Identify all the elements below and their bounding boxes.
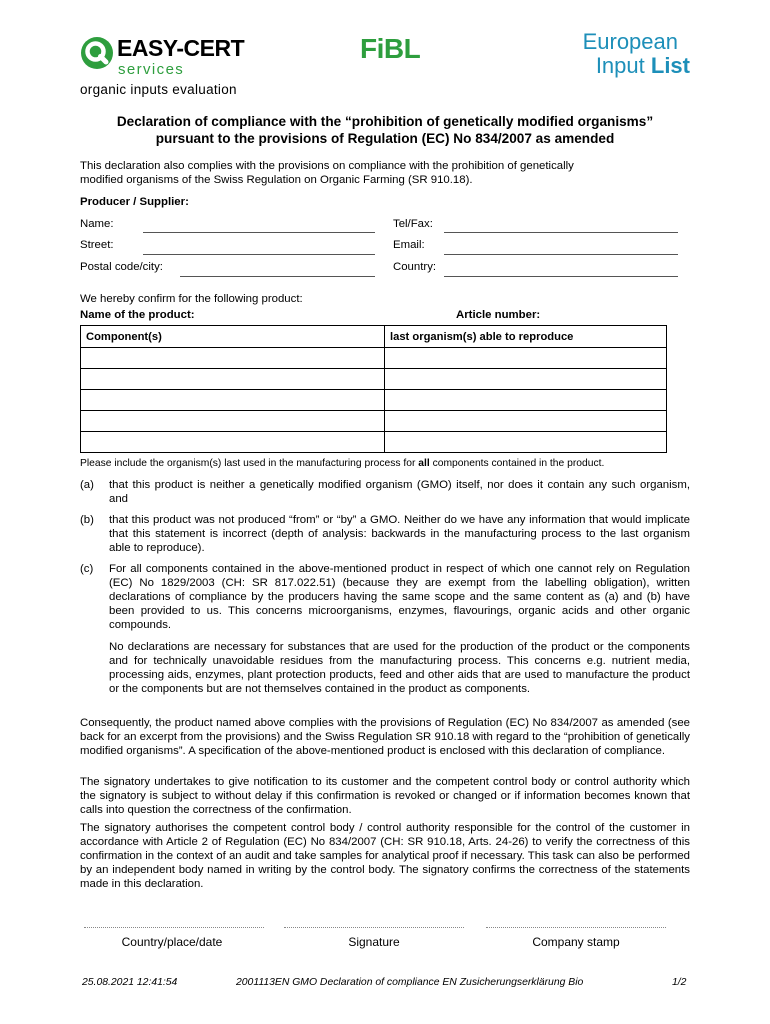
- footer-date: 25.08.2021 12:41:54: [82, 977, 178, 988]
- organism-cell[interactable]: [385, 390, 667, 411]
- easycert-subtitle: services: [118, 61, 185, 78]
- signature-line[interactable]: [284, 927, 464, 928]
- street-label: Street:: [80, 239, 114, 251]
- component-cell[interactable]: [81, 432, 385, 453]
- place-date-line[interactable]: [84, 927, 264, 928]
- email-label: Email:: [393, 239, 425, 251]
- confirm-text: We hereby confirm for the following product:: [80, 293, 303, 305]
- name-label: Name:: [80, 218, 114, 230]
- producer-heading: Producer / Supplier:: [80, 196, 189, 208]
- closing-para1: Consequently, the product named above complies with the provisions of Regulation (EC) No 834/2007 as amended (see back for an excerpt from the provisions) and the Swiss Regulation SR 910.18 with regard to the “prohibition of genetically modified organisms”. A specification of the above-mentioned product is enclosed with this declaration of compliance.: [80, 717, 690, 757]
- eil-line2: Input List: [595, 53, 690, 78]
- easycert-title: EASY-CERT: [117, 35, 245, 61]
- organism-cell[interactable]: [385, 411, 667, 432]
- signature-label: Signature: [348, 935, 400, 949]
- name-field[interactable]: [143, 232, 375, 233]
- table-note: Please include the organism(s) last used in the manufacturing process for all components contained in the product.: [80, 458, 605, 469]
- item-c: (c) For all components contained in the above-mentioned product in respect of which one cannot rely on Regulation (EC) No 1829/2003 (CH: SR 817.022.51) (because they are exempt from the labelling obligation), written declarations of compliance by the producers having the same scope and the same content as (a) and (b) have been provided to us. This concerns microorganisms, enzymes, flavourings, organic acids and other organic compounds. No declarations are necessary for substances that are used for the production of the product or the components and for technically unavoidable residues from the manufacturing process. This concerns e.g. nutrient media, processing aids, enzymes, plant protection products, feed and other aids that are used to manufacture the product or the components but are not themselves contained in the product as components.: [80, 563, 690, 695]
- component-cell[interactable]: [81, 369, 385, 390]
- place-date-label: Country/place/date: [121, 935, 223, 949]
- component-cell[interactable]: [81, 390, 385, 411]
- street-field[interactable]: [143, 254, 375, 255]
- product-name-label: Name of the product:: [80, 309, 195, 321]
- intro-line1: This declaration also complies with the provisions on compliance with the prohibition of genetically: [80, 160, 574, 172]
- closing-para3: The signatory authorises the competent control body / control authority responsible for the control of the customer in accordance with Article 2 of Regulation (EC) No 834/2007 (CH: SR 910.18, Arts. 24-26) to verify the correctness of this confirmation in the context of an audit and take samples for analytical proof if necessary. This task can also be performed by an independent body named in writing by the control body. The signatory confirms the correctness of the statements made in this declaration.: [80, 822, 690, 890]
- title-line2: pursuant to the provisions of Regulation (EC) No 834/2007 as amended: [155, 131, 615, 146]
- footer-page: 1/2: [672, 977, 687, 988]
- item-b: (b) that this product was not produced “from” or “by” a GMO. Neither do we have any information that would implicate that this statement is incorrect (depth of analysis: backwards in the manufacturing process to the last organism able to reproduce).: [80, 514, 690, 554]
- european-input-list-logo: [540, 30, 690, 78]
- country-label: Country:: [393, 261, 437, 273]
- postal-field[interactable]: [180, 276, 375, 277]
- item-a: (a) that this product is neither a genetically modified organism (GMO) itself, nor does it contain any such organism, and: [80, 479, 690, 505]
- title-line1: Declaration of compliance with the “prohibition of genetically modified organisms”: [116, 114, 654, 129]
- organism-cell[interactable]: [385, 369, 667, 390]
- organism-cell[interactable]: [385, 432, 667, 453]
- eil-line1: European: [582, 29, 678, 54]
- telfax-field[interactable]: [444, 232, 678, 233]
- closing-para2: The signatory undertakes to give notification to its customer and the competent control body or control authority which the signatory is subject to without delay if this confirmation is revoked or changed or if information becomes known that calls into question the correctness of the confirmation.: [80, 776, 690, 816]
- footer-document: 2001113EN GMO Declaration of compliance EN Zusicherungserklärung Bio: [236, 977, 584, 988]
- stamp-line[interactable]: [486, 927, 666, 928]
- country-field[interactable]: [444, 276, 678, 277]
- component-cell[interactable]: [81, 411, 385, 432]
- table-row: [81, 348, 667, 369]
- table-row: [81, 390, 667, 411]
- postal-label: Postal code/city:: [80, 261, 163, 273]
- table-row: [81, 432, 667, 453]
- col-components: Component(s): [81, 326, 385, 348]
- component-cell[interactable]: [81, 348, 385, 369]
- telfax-label: Tel/Fax:: [393, 218, 433, 230]
- easycert-tagline: organic inputs evaluation: [80, 82, 237, 97]
- table-header-row: [81, 326, 667, 348]
- document-title: [60, 113, 710, 147]
- email-field[interactable]: [444, 254, 678, 255]
- intro-line2: modified organisms of the Swiss Regulation on Organic Farming (SR 910.18).: [80, 174, 473, 186]
- magnifier-logo-icon: [80, 36, 114, 70]
- easycert-logo: [80, 34, 280, 100]
- table-row: [81, 369, 667, 390]
- col-last-organism: last organism(s) able to reproduce: [385, 326, 667, 348]
- components-table: [80, 325, 667, 453]
- fibl-logo: FiBL: [360, 33, 421, 64]
- article-number-label: Article number:: [456, 309, 541, 321]
- stamp-label: Company stamp: [532, 935, 620, 949]
- table-row: [81, 411, 667, 432]
- organism-cell[interactable]: [385, 348, 667, 369]
